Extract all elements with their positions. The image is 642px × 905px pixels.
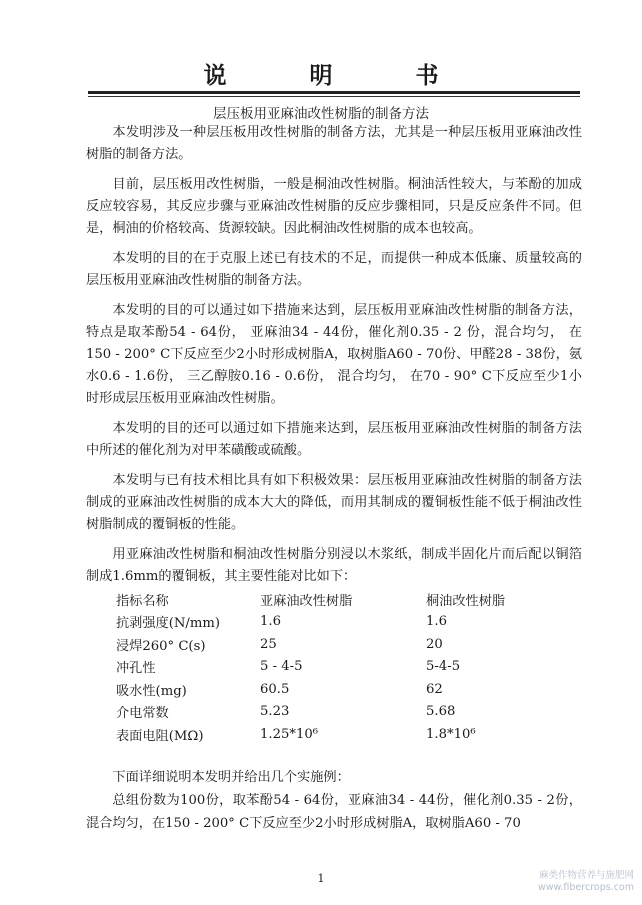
paragraph-example-1: 总组份数为100份，取苯酚54 - 64份，亚麻油34 - 44份，催化剂0.35 - 2份，混合均匀，在150 - 200° C下反应至少2小时形成树脂A，取树脂A60 - 70 <box>86 793 582 831</box>
header-tung-resin: 桐油改性树脂 <box>426 593 506 609</box>
table-row <box>116 701 576 724</box>
tung-value: 1.8*10⁶ <box>426 726 476 742</box>
table-row <box>116 656 576 679</box>
linseed-value: 5.23 <box>260 704 290 720</box>
watermark-site-url: www.fibercrops.com <box>537 882 634 893</box>
tung-value: 5.68 <box>426 704 456 720</box>
description-body <box>86 122 582 596</box>
linseed-value: 5 - 4-5 <box>260 659 303 675</box>
tung-value: 62 <box>426 681 443 697</box>
property-name: 抗剥强度(N/mm) <box>116 616 221 632</box>
table-row <box>116 723 576 746</box>
title-rule-thin <box>88 96 580 97</box>
paragraph-background: 目前，层压板用改性树脂，一般是桐油改性树脂。桐油活性较大，与苯酚的加成反应较容易，其反应步骤与亚麻油改性树脂的反应步骤相同，只是反应条件不同。但是，桐油的价格较高、货源较缺。因此桐油改性树脂的成本也较高。 <box>86 177 582 236</box>
paragraph-comparison-intro: 用亚麻油改性树脂和桐油改性树脂分别浸以木浆纸，制成半固化片而后配以铜箔制成1.6mm的覆铜板，其主要性能对比如下： <box>86 547 582 584</box>
tung-value: 1.6 <box>426 614 447 630</box>
paragraph-examples-intro: 下面详细说明本发明并给出几个实施例： <box>112 770 350 785</box>
tung-value: 20 <box>426 636 443 652</box>
site-watermark <box>538 870 634 894</box>
linseed-value: 1.6 <box>260 614 281 630</box>
linseed-value: 1.25*10⁶ <box>260 726 319 742</box>
table-row <box>116 611 576 634</box>
table-row <box>116 678 576 701</box>
linseed-value: 60.5 <box>260 681 290 697</box>
page-number: 1 <box>317 872 325 885</box>
document-subtitle: 层压板用亚麻油改性树脂的制备方法 <box>213 106 429 122</box>
table-row <box>116 633 576 656</box>
property-name: 介电常数 <box>116 706 169 722</box>
table-header-row <box>116 588 576 611</box>
paragraph-field: 本发明涉及一种层压板用改性树脂的制备方法，尤其是一种层压板用亚麻油改性树脂的制备方法。 <box>86 125 582 162</box>
header-property-name: 指标名称 <box>116 593 169 609</box>
watermark-site-name: 麻类作物营养与施肥网 <box>538 870 634 881</box>
property-name: 浸焊260° C(s) <box>116 638 206 654</box>
paragraph-method: 本发明的目的可以通过如下措施来达到，层压板用亚麻油改性树脂的制备方法， 特点是取苯酚54 - 64份， 亚麻油34 - 44份，催化剂0.35 - 2 份，混合均匀， 在150 - 200° C下反应至少2小时形成树脂A，取树脂A60 - 70份、甲醛28 - 38份，氨水0.6 - 1.6份， 三乙醇胺0.16 - 0.6份， 混合均匀， 在70 - 90° C下反应至少1小时形成层压板用亚麻油改性树脂。 <box>86 303 582 406</box>
document-title: 说 明 书 <box>203 62 469 89</box>
header-linseed-resin: 亚麻油改性树脂 <box>260 593 353 609</box>
title-rule-thick <box>88 91 580 94</box>
linseed-value: 25 <box>260 636 277 652</box>
examples-body <box>86 766 582 835</box>
paragraph-catalyst: 本发明的目的还可以通过如下措施来达到，层压板用亚麻油改性树脂的制备方法中所述的催化剂为对甲苯磺酸或硫酸。 <box>86 421 582 458</box>
performance-comparison-table <box>116 588 576 746</box>
paragraph-effects: 本发明与已有技术相比具有如下积极效果：层压板用亚麻油改性树脂的制备方法制成的亚麻油改性树脂的成本大大的降低，而用其制成的覆铜板性能不低于桐油改性树脂制成的覆铜板的性能。 <box>86 473 582 532</box>
tung-value: 5-4-5 <box>426 659 461 675</box>
paragraph-objective: 本发明的目的在于克服上述已有技术的不足，而提供一种成本低廉、质量较高的层压板用亚麻油改性树脂的制备方法。 <box>86 251 582 288</box>
property-name: 表面电阻(MΩ) <box>116 728 204 744</box>
property-name: 冲孔性 <box>116 661 156 677</box>
property-name: 吸水性(mg) <box>116 683 187 699</box>
